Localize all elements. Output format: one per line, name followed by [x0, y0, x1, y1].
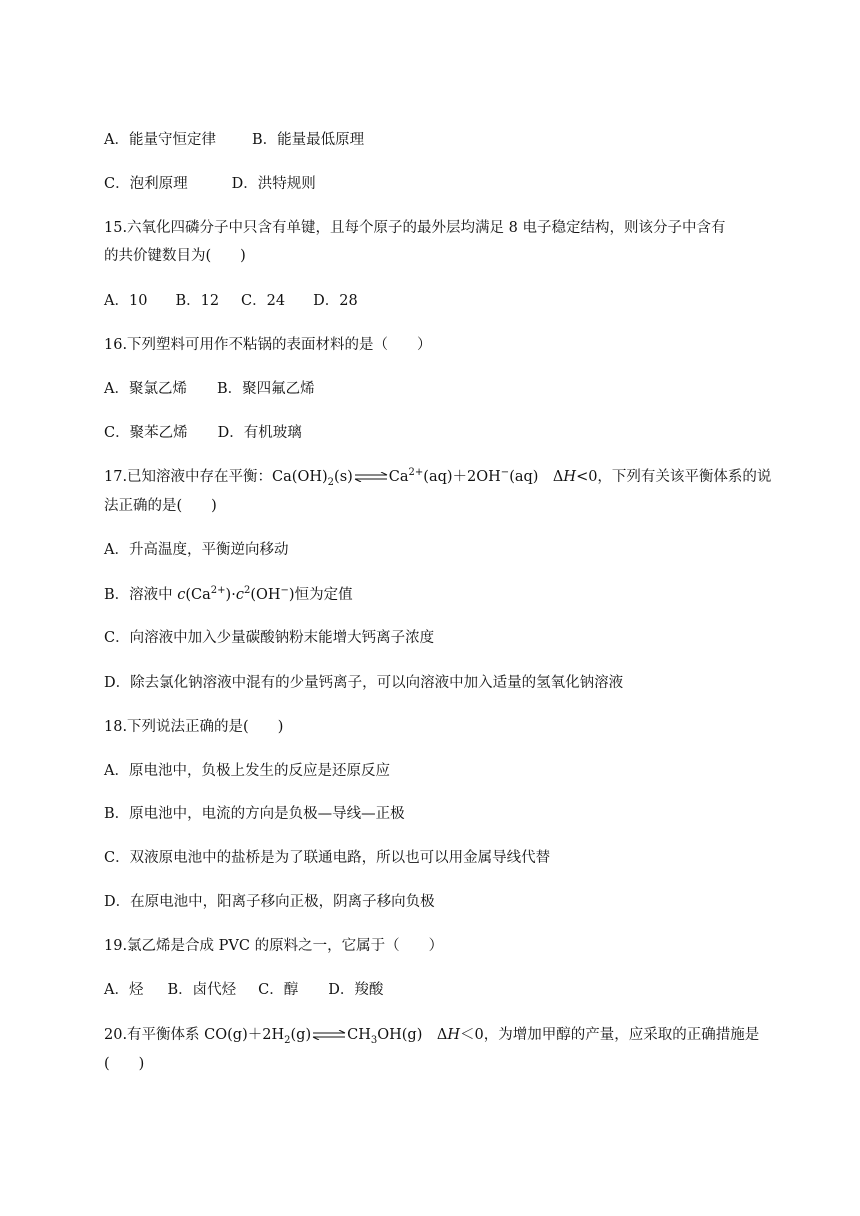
q16-stem: 16.下列塑料可用作不粘锅的表面材料的是（ ） — [104, 337, 432, 353]
q14-options-row-1 — [104, 130, 364, 150]
q18-option-d: D．在原电池中，阳离子移向正极，阴离子移向负极 — [104, 894, 435, 910]
q14-options-row-2 — [104, 174, 316, 194]
q15-stem-line-1: 15.六氧化四磷分子中只含有单键，且每个原子的最外层均满足 8 电子稳定结构，则该分子中含有 — [104, 220, 726, 236]
q14-option-d: D．洪特规则 — [231, 176, 316, 192]
q15-option-b: B．12 — [175, 293, 220, 309]
q16-option-a: A．聚氯乙烯 — [104, 381, 187, 397]
q15-option-a: A．10 — [104, 293, 148, 309]
q19-stem: 19.氯乙烯是合成 PVC 的原料之一，它属于（ ） — [104, 938, 444, 954]
q20-stem-line-2: ( ) — [104, 1056, 145, 1072]
q19-option-b: B．卤代烃 — [167, 982, 237, 998]
q16-option-d: D．有机玻璃 — [217, 425, 302, 441]
q17-option-b: B．溶液中 $c(Ca^{2+})\cdot c^2(OH^-)$恒为定值 — [104, 585, 353, 603]
q17-stem-line-2: 法正确的是( ) — [104, 498, 217, 514]
q15-stem-line-2: 的共价键数目为( ) — [104, 248, 246, 264]
q18-option-b: B．原电池中，电流的方向是负极—导线—正极 — [104, 806, 405, 822]
equilibrium-arrow-icon — [312, 1030, 346, 1040]
q18-stem: 18.下列说法正确的是( ) — [104, 719, 284, 735]
q15-option-c: C．24 — [241, 293, 286, 309]
q17-stem-line-1: 17.已知溶液中存在平衡：$Ca(OH)_2(s)$ $Ca^{2+}(aq)+2OH^-(aq)$ ΔH<0，下列有关该平衡体系的说 — [104, 467, 772, 488]
q16-options-row-2 — [104, 423, 302, 443]
q19-option-c: C．醇 — [258, 982, 299, 998]
q15-options — [104, 291, 358, 311]
q15-option-d: D．28 — [313, 293, 358, 309]
q19-option-a: A．烃 — [104, 982, 144, 998]
q14-option-c: C．泡利原理 — [104, 176, 188, 192]
q14-option-b: B．能量最低原理 — [251, 132, 365, 148]
q16-option-b: B．聚四氟乙烯 — [216, 381, 315, 397]
q18-option-c: C．双液原电池中的盐桥是为了联通电路，所以也可以用金属导线代替 — [104, 850, 551, 866]
q19-option-d: D．羧酸 — [328, 982, 384, 998]
q20-stem-line-1: 20.有平衡体系 $CO(g)+2H_2(g)$ $CH_3OH(g)$ ΔH＜0，为增加甲醇的产量，应采取的正确措施是 — [104, 1027, 760, 1046]
q18-option-a: A．原电池中，负极上发生的反应是还原反应 — [104, 763, 390, 779]
q17-option-a: A．升高温度，平衡逆向移动 — [104, 542, 289, 558]
q14-option-a: A．能量守恒定律 — [104, 132, 216, 148]
equilibrium-arrow-icon — [354, 472, 388, 482]
q17-option-d: D．除去氯化钠溶液中混有的少量钙离子，可以向溶液中加入适量的氢氧化钠溶液 — [104, 675, 624, 691]
q17-option-c: C．向溶液中加入少量碳酸钠粉末能增大钙离子浓度 — [104, 630, 435, 646]
q16-option-c: C．聚苯乙烯 — [104, 425, 188, 441]
q19-options — [104, 980, 383, 1000]
q16-options-row-1 — [104, 379, 315, 399]
